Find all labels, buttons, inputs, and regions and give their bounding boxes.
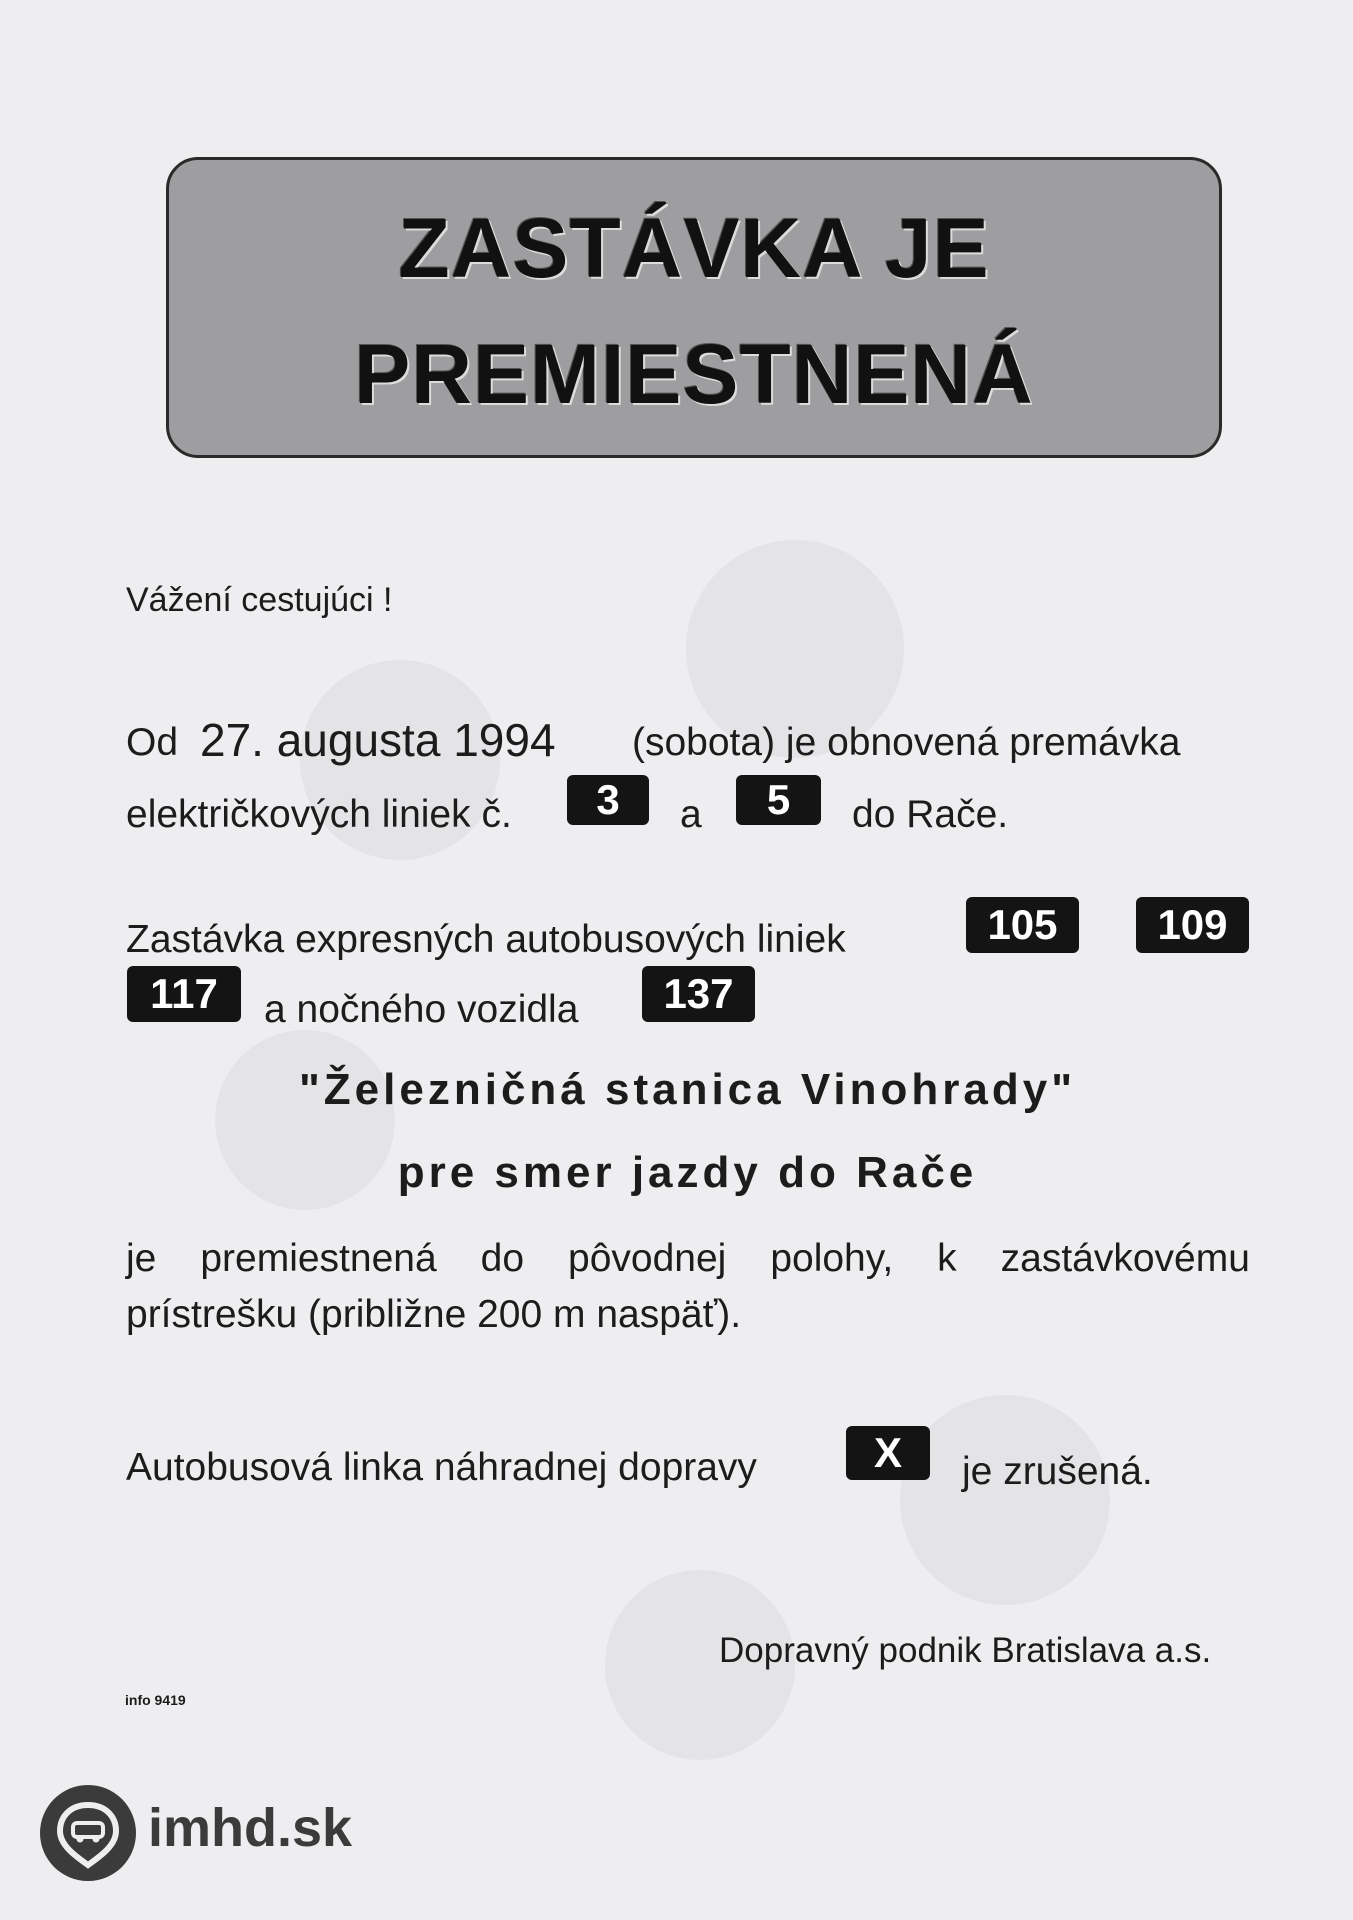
para3-word: do <box>480 1237 525 1280</box>
para3-line1 <box>126 1237 1250 1281</box>
tram-line-badge: 3 <box>567 775 649 825</box>
para3-line2: prístrešku (približne 200 m naspäť). <box>126 1293 742 1336</box>
para3-word: zastávkovému <box>1000 1237 1250 1280</box>
tram-line-badge: 5 <box>736 775 821 825</box>
bus-line-badge: 137 <box>642 966 755 1022</box>
para2-text2: a nočného vozidla <box>264 988 579 1031</box>
para1-conj: a <box>680 793 702 836</box>
greeting: Vážení cestujúci ! <box>126 581 393 619</box>
header-title-line1: ZASTÁVKA JE <box>398 201 990 295</box>
watermark-logo <box>900 1395 1110 1605</box>
para3-word: k <box>937 1237 957 1280</box>
para1-line2: električkových liniek č. <box>126 793 512 836</box>
para3-word: polohy, <box>770 1237 894 1280</box>
info-code: info 9419 <box>125 1692 186 1708</box>
bus-line-badge: 105 <box>966 897 1079 953</box>
stop-name: "Železničná stanica Vinohrady" <box>298 1065 1077 1114</box>
logo-text[interactable]: imhd.sk <box>148 1798 353 1858</box>
para1-date: 27. augusta 1994 <box>200 714 556 766</box>
para4-text1: Autobusová linka náhradnej dopravy <box>126 1446 757 1489</box>
para3-word: je <box>126 1237 157 1280</box>
para3-word: premiestnená <box>200 1237 437 1280</box>
para2-text1: Zastávka expresných autobusových liniek <box>126 918 846 961</box>
direction: pre smer jazdy do Rače <box>397 1148 978 1197</box>
bus-line-badge: 109 <box>1136 897 1249 953</box>
para1-prefix: Od <box>126 721 179 764</box>
header-title-line2: PREMIESTNENÁ <box>354 327 1034 421</box>
para3-word: pôvodnej <box>568 1237 727 1280</box>
bus-line-badge: 117 <box>127 966 241 1022</box>
replacement-line-badge: X <box>846 1426 930 1480</box>
signature: Dopravný podnik Bratislava a.s. <box>719 1631 1212 1670</box>
para1-suffix: do Rače. <box>852 793 1009 836</box>
para1-rest: (sobota) je obnovená premávka <box>632 721 1181 764</box>
para4-text2: je zrušená. <box>962 1450 1153 1493</box>
bus-pin-icon <box>40 1785 136 1881</box>
